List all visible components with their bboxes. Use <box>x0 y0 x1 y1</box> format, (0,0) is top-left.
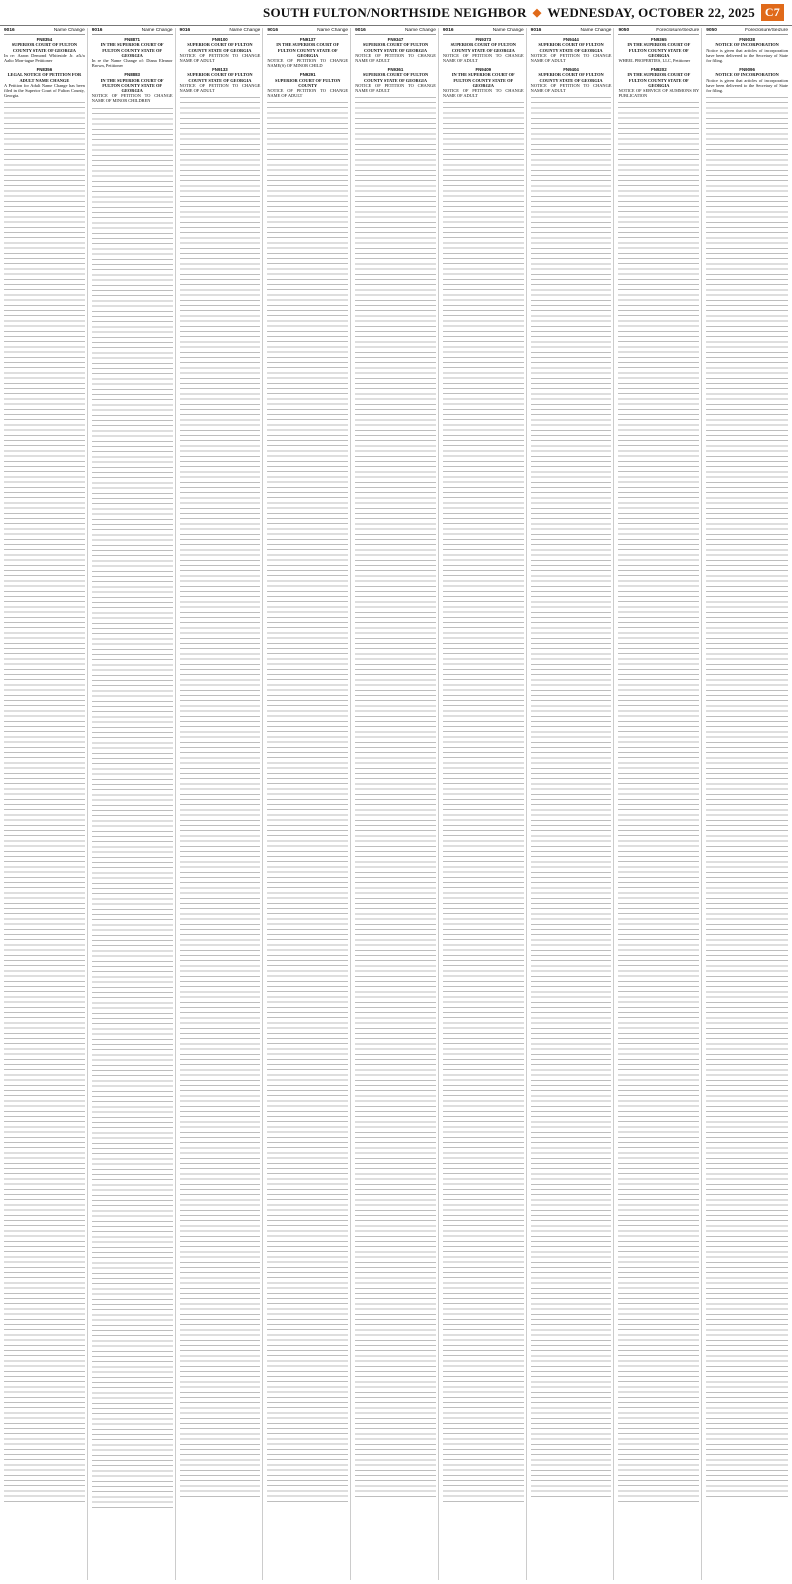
notice-head: LEGAL NOTICE OF PETITION FOR ADULT NAME CHANGE <box>7 72 82 83</box>
notice-id: FN9444 <box>563 37 579 43</box>
legal-notice <box>267 37 348 68</box>
notice-body: NOTICE OF PETITION TO CHANGE NAME OF ADULT <box>530 82 612 94</box>
dense-text-block <box>92 108 173 1508</box>
notice-id: FN9404 <box>563 67 579 73</box>
notice-column <box>529 28 615 1580</box>
legal-notice <box>618 37 699 63</box>
notice-column <box>178 28 264 1580</box>
legal-notice <box>92 72 173 103</box>
notice-body: NOTICE OF PETITION TO CHANGE NAME OF ADULT <box>442 52 524 64</box>
notice-id: FN9409 <box>475 67 492 73</box>
category-label: Name Change <box>580 28 612 33</box>
notice-id: FN9133 <box>212 67 228 73</box>
category-label: Name Change <box>404 28 436 33</box>
notice-head: SUPERIOR COURT OF FULTON COUNTY STATE OF GEORGIA <box>362 42 429 53</box>
column-header <box>267 28 348 35</box>
category-label: Name Change <box>229 28 261 33</box>
legal-notice <box>706 37 788 63</box>
column-header <box>443 28 524 35</box>
notice-body: NOTICE OF PETITION TO CHANGE NAME OF ADULT <box>267 88 349 99</box>
notice-body: NOTICE OF PETITION TO CHANGE NAME OF MINOR CHILDREN <box>91 93 173 104</box>
notice-body: NOTICE OF PETITION TO CHANGE NAME OF ADULT <box>442 88 524 99</box>
category-label: Foreclosure/Seizure <box>656 28 700 33</box>
notice-columns <box>2 28 790 1580</box>
notice-column <box>265 28 351 1580</box>
notice-head: SUPERIOR COURT OF FULTON COUNTY STATE OF GEORGIA <box>450 42 516 53</box>
notice-column <box>704 28 790 1580</box>
notice-body: A Petition for Adult Name Change has been filed in the Superior Court of Fulton County, Georgia. <box>4 82 85 99</box>
notice-head: SUPERIOR COURT OF FULTON COUNTY STATE OF GEORGIA <box>538 72 604 83</box>
notice-id: FN9096 <box>739 67 755 73</box>
legal-notice <box>355 67 436 93</box>
column-header <box>92 28 173 35</box>
legal-notice <box>4 37 85 63</box>
issue-date: WEDNESDAY, OCTOBER 22, 2025 <box>547 4 755 20</box>
notice-body: NOTICE OF PETITION TO CHANGE NAME OF ADULT <box>179 82 261 94</box>
notice-body: NOTICE OF PETITION TO CHANGE NAME OF ADULT <box>179 52 261 64</box>
publication-name: SOUTH FULTON/NORTHSIDE NEIGHBOR <box>263 4 527 20</box>
column-header <box>531 28 612 35</box>
notice-id: FN8871 <box>124 37 140 43</box>
notice-id: FN9202 <box>651 67 667 73</box>
notice-head: IN THE SUPERIOR COURT OF FULTON COUNTY STATE OF GEORGIA <box>627 42 691 58</box>
category-code: 9050 <box>706 28 717 33</box>
column-header <box>4 28 85 35</box>
column-header <box>180 28 261 35</box>
dense-text-block <box>531 97 612 1497</box>
notice-id: FN8354 <box>36 37 53 43</box>
notice-head: IN THE SUPERIOR COURT OF FULTON COUNTY STATE OF GEORGIA <box>627 72 691 88</box>
dense-text-block <box>618 102 699 1502</box>
column-header <box>618 28 699 35</box>
notice-body: In re: Aaron Demond Whiteside Jr. a/k/a Aalto Mon-tague Petitioner <box>4 52 85 64</box>
category-code: 9016 <box>442 28 454 33</box>
category-code: 9016 <box>355 28 366 33</box>
notice-id: FN9361 <box>387 67 404 73</box>
notice-id: FN8883 <box>124 72 140 78</box>
notice-head: SUPERIOR COURT OF FULTON COUNTY STATE OF GEORGIA <box>538 42 604 53</box>
page-number: C7 <box>761 4 784 21</box>
legal-notice <box>531 67 612 93</box>
notice-body: Notice is given that articles of incorporation have been delivered to the Secretary of State for filing. <box>706 47 788 64</box>
notice-head: SUPERIOR COURT OF FULTON COUNTY STATE OF GEORGIA <box>187 72 253 83</box>
legal-notice <box>355 37 436 63</box>
dense-text-block <box>355 97 436 1497</box>
column-header <box>706 28 788 35</box>
notice-body: NOTICE OF PETITION TO CHANGE NAME OF ADULT <box>530 52 612 64</box>
legal-notice <box>180 37 261 63</box>
notice-column <box>441 28 527 1580</box>
masthead <box>0 0 792 26</box>
category-label: Name Change <box>53 28 85 33</box>
diamond-separator-icon: ◆ <box>532 7 542 19</box>
dense-text-block <box>180 97 261 1497</box>
category-label: Name Change <box>317 28 349 33</box>
notice-head: IN THE SUPERIOR COURT OF FULTON COUNTY STATE OF GEORGIA <box>100 77 164 94</box>
category-code: 9016 <box>267 28 278 33</box>
notice-head: IN THE SUPERIOR COURT OF FULTON COUNTY STATE OF GEORGIA <box>276 42 340 58</box>
dense-text-block <box>443 102 524 1502</box>
notice-id: FN9291 <box>299 72 316 78</box>
legal-notice <box>706 67 788 93</box>
notice-head: SUPERIOR COURT OF FULTON COUNTY STATE OF GEORGIA <box>11 42 78 53</box>
dense-text-block <box>706 97 788 1497</box>
notice-head: IN THE SUPERIOR COURT OF FULTON COUNTY STATE OF GEORGIA <box>100 42 164 58</box>
dense-text-block <box>4 102 85 1502</box>
notice-body: NOTICE OF PETITION TO CHANGE NAME(S) OF MINOR CHILD <box>267 58 349 69</box>
notice-id: FN8356 <box>36 67 53 73</box>
notice-head: NOTICE OF INCORPORATION <box>715 72 779 78</box>
legal-notice <box>180 67 261 93</box>
legal-notice <box>618 67 699 98</box>
notice-head: SUPERIOR COURT OF FULTON COUNTY <box>275 77 341 88</box>
notice-body: In re the Name Change of: Diana Eleanor Brown, Petitioner <box>91 58 173 69</box>
notice-body: Notice is given that articles of incorporation have been delivered to the Secretary of State for filing. <box>706 77 788 94</box>
notice-head: SUPERIOR COURT OF FULTON COUNTY STATE OF GEORGIA <box>187 42 253 53</box>
notice-body: NOTICE OF PETITION TO CHANGE NAME OF ADULT <box>355 52 436 64</box>
legal-notice <box>443 37 524 63</box>
notice-id: FN9137 <box>299 37 316 43</box>
notice-body: NOTICE OF SERVICE OF SUMMONS BY PUBLICATION <box>618 88 700 99</box>
legal-notice <box>4 67 85 98</box>
notice-id: FN9373 <box>475 37 492 43</box>
category-code: 9050 <box>618 28 630 33</box>
notice-column <box>616 28 702 1580</box>
notice-head: NOTICE OF INCORPORATION <box>715 42 779 48</box>
category-code: 9016 <box>179 28 191 33</box>
legal-notice <box>443 67 524 98</box>
notice-body: NOTICE OF PETITION TO CHANGE NAME OF ADULT <box>355 82 436 94</box>
notice-id: FN9100 <box>212 37 228 43</box>
notice-body: WHEEL PROPERTIES, LLC, Petitioner <box>618 58 691 64</box>
notice-head: SUPERIOR COURT OF FULTON COUNTY STATE OF GEORGIA <box>362 72 429 83</box>
notice-column <box>2 28 88 1580</box>
notice-column <box>90 28 176 1580</box>
legal-notice <box>531 37 612 63</box>
category-code: 9016 <box>91 28 103 33</box>
notice-id: FN9347 <box>387 37 404 43</box>
notice-head: IN THE SUPERIOR COURT OF FULTON COUNTY STATE OF GEORGIA <box>451 72 515 88</box>
legal-notice <box>267 72 348 98</box>
category-code: 9016 <box>4 28 15 33</box>
legal-notice <box>92 37 173 68</box>
notice-column <box>353 28 439 1580</box>
category-code: 9016 <box>530 28 542 33</box>
category-label: Name Change <box>492 28 524 33</box>
notice-id: FN9038 <box>739 37 755 43</box>
category-label: Name Change <box>141 28 173 33</box>
notice-id: FN9365 <box>651 37 667 43</box>
column-header <box>355 28 436 35</box>
dense-text-block <box>267 102 348 1502</box>
category-label: Foreclosure/Seizure <box>745 28 788 33</box>
